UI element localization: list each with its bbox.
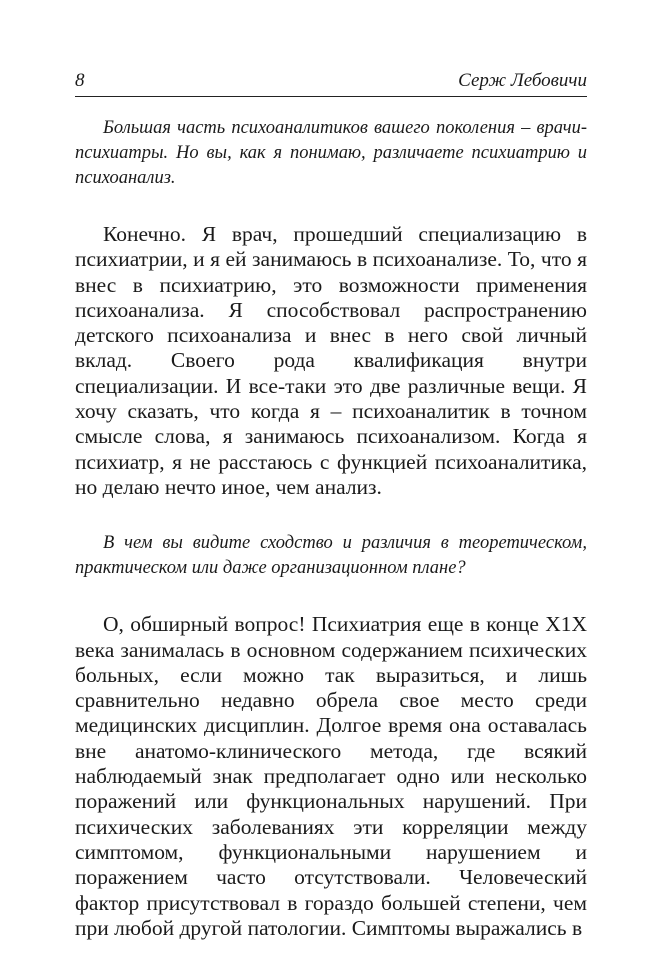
running-head-author: Серж Лебовичи: [458, 70, 587, 91]
interview-question-1: Большая часть психоаналитиков вашего поколения – врачи-психиатры. Но вы, как я понимаю, различаете психиатрию и психоанализ.: [75, 118, 587, 188]
interview-answer-1: Конечно. Я врач, прошедший специализацию в психиатрии, и я ей занимаюсь в психоанализе. То, что я внес в психиатрию, это возможности применения психоанализа. Я способствовал распространению детского психоанализа и внес в него свой личный вклад. Своего рода квалификация внутри специализации. И все-таки это две различные вещи. Я хочу сказать, что когда я – психоаналитик в точном смысле слова, я занимаюсь психоанализом. Когда я психиатр, я не расстаюсь с функцией психоаналитика, но делаю нечто иное, чем анализ.: [75, 222, 587, 499]
interview-question-2: В чем вы видите сходство и различия в теоретическом, практическом или даже организационном плане?: [75, 533, 587, 579]
page-number: 8: [75, 70, 85, 91]
page-body: [75, 116, 587, 941]
interview-answer-2: О, обширный вопрос! Психиатрия еще в конце X1X века занималась в основном содержанием психических больных, если можно так выразиться, и лишь сравнительно недавно обрела свое место среди медицинских дисциплин. Долгое время она оставалась вне анатомо-клинического метода, где всякий наблюдаемый знак предполагает одно или несколько поражений или функциональных нарушений. При психических заболеваниях эти корреляции между симптомом, функциональными нарушением и поражением часто отсутствовали. Человеческий фактор присутствовал в гораздо большей степени, чем при любой другой патологии. Симптомы выражались в: [75, 612, 587, 940]
page-header: [75, 70, 587, 97]
